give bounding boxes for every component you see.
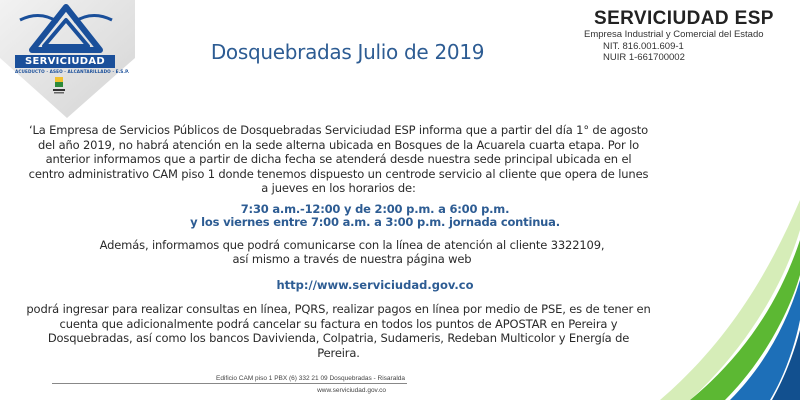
serviciudad-logo: [0, 0, 135, 118]
footer-address: Edificio CAM piso 1 PBX (6) 332 21 09 Dosquebradas - Risaralda: [216, 375, 405, 382]
footer-website: www.serviciudad.gov.co: [317, 387, 386, 394]
crest-icon: [52, 75, 66, 95]
notice-paragraph-1: ‘La Empresa de Servicios Públicos de Dosquebradas Serviciudad ESP informa que a partir del día 1° de agosto del año 2019, no habrá atención en la sede alterna ubicada en Bosques de la Acuarela cuarta etapa. Por lo anterior informamos que a partir de dicha fecha se atenderá desde nuestra sede principal ubicada en el centro administrativo CAM piso 1 donde tenemos dispuesto un centrode servicio al cliente que opera de lunes a jueves en los horarios de:: [28, 123, 649, 195]
logo-wordmark: SERVICIUDAD: [15, 55, 115, 68]
brand-nit: NIT. 816.001.609-1: [603, 41, 684, 52]
notice-paragraph-3: podrá ingresar para realizar consultas en línea, PQRS, realizar pagos en línea por medio de PSE, es de tener en cuenta que adicionalmente podrá cancelar su factura en todos los puntos de APOSTAR en Pereira y Dosquebradas, así como los bancos Davivienda, Colpatria, Sudameris, Redeban Multicolor y Energía de Pereira.: [26, 302, 651, 360]
brand-subtitle: Empresa Industrial y Comercial del Estado: [584, 29, 764, 40]
logo-tagline: ACUEDUCTO · ASEO · ALCANTARILLADO · E.S.P.: [15, 69, 130, 74]
hours-line-2: y los viernes entre 7:00 a.m. a 3:00 p.m. jornada continua.: [190, 214, 560, 229]
footer-divider: [52, 383, 407, 384]
notice-paragraph-2: Además, informamos que podrá comunicarse con la línea de atención al cliente 3322109, así mismo a través de nuestra página web: [99, 238, 605, 266]
hours-line-1: 7:30 a.m.-12:00 y de 2:00 p.m. a 6:00 p.m.: [240, 202, 510, 216]
hours-block: [150, 203, 600, 228]
brand-nuir: NUIR 1-661700002: [603, 52, 685, 63]
corner-swoosh-decoration: [620, 160, 800, 400]
page-title: Dosquebradas Julio de 2019: [210, 40, 485, 64]
website-link[interactable]: http://www.serviciudad.gov.co: [276, 278, 474, 292]
brand-name: SERVICIUDAD ESP: [594, 8, 774, 29]
